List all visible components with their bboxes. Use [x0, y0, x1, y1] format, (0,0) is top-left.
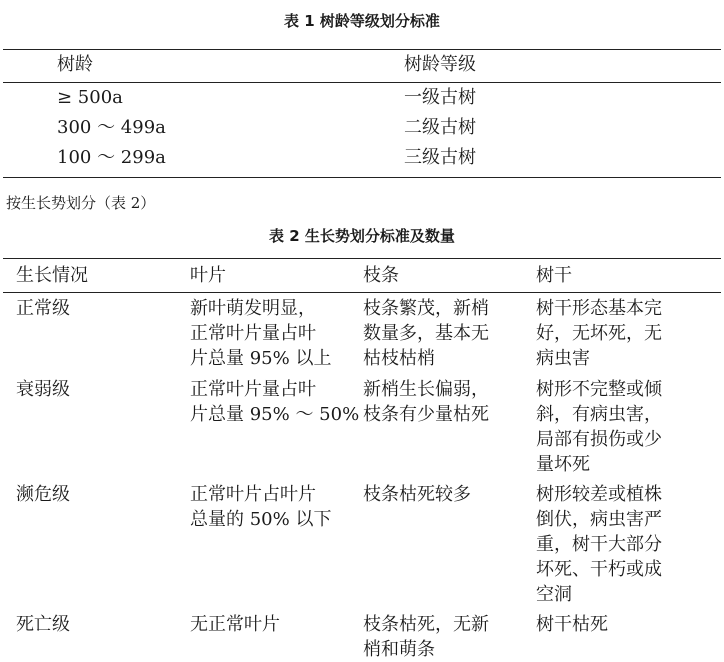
table2-row2-trunk: 树形不完整或倾 斜，有病虫害， 局部有损伤或少 量坏死: [536, 379, 662, 475]
table1-header-age: 树龄: [57, 54, 93, 75]
table1-header-grade: 树龄等级: [404, 54, 476, 75]
table2-row3-status: 濒危级: [16, 484, 70, 505]
table2-row1-branch: 枝条繁茂，新梢 数量多，基本无 枯枝枯梢: [363, 298, 489, 369]
table2-row2-status: 衰弱级: [16, 379, 70, 400]
table2-row1-leaf: 新叶萌发明显， 正常叶片量占叶 片总量 95% 以上: [190, 298, 332, 369]
table1-row2-age: 300 ～ 499a: [57, 117, 166, 138]
table2-caption: 表 2 生长势划分标准及数量: [269, 227, 455, 245]
table1-row2-grade: 二级古树: [404, 117, 476, 138]
table2-header-branch: 枝条: [363, 265, 399, 286]
table1-row1-age: ≥ 500a: [57, 87, 123, 108]
table1-caption: 表 1 树龄等级划分标准: [284, 12, 440, 30]
table2-row2-branch: 新梢生长偏弱， 枝条有少量枯死: [363, 379, 489, 425]
table2-header-trunk: 树干: [536, 265, 572, 286]
table2-header-leaf: 叶片: [190, 265, 226, 286]
section-note: 按生长势划分（表 2）: [6, 194, 156, 212]
table1-row1-grade: 一级古树: [404, 87, 476, 108]
table1-top-rule: [3, 49, 721, 50]
table2-top-rule: [3, 258, 721, 259]
table2-row3-branch: 枝条枯死较多: [363, 484, 471, 505]
table2-row1-status: 正常级: [16, 298, 70, 319]
table2-header-rule: [3, 292, 721, 293]
table1-row3-grade: 三级古树: [404, 147, 476, 168]
table2-row4-trunk: 树干枯死: [536, 614, 608, 635]
table2-row4-branch: 枝条枯死，无新 梢和萌条: [363, 614, 489, 660]
table2-row4-leaf: 无正常叶片: [190, 614, 280, 635]
table2-header-status: 生长情况: [16, 265, 88, 286]
table2-row4-status: 死亡级: [16, 614, 70, 635]
table2-row2-leaf: 正常叶片量占叶 片总量 95% ～ 50%: [190, 379, 360, 425]
table1-row3-age: 100 ～ 299a: [57, 147, 166, 168]
table2-row3-leaf: 正常叶片占叶片 总量的 50% 以下: [190, 484, 332, 530]
table2-row1-trunk: 树干形态基本完 好，无坏死，无 病虫害: [536, 298, 662, 369]
table2-row3-trunk: 树形较差或植株 倒伏，病虫害严 重，树干大部分 坏死、干朽或成 空洞: [536, 484, 662, 605]
table1-header-rule: [3, 82, 721, 83]
table1-bottom-rule: [3, 177, 721, 178]
